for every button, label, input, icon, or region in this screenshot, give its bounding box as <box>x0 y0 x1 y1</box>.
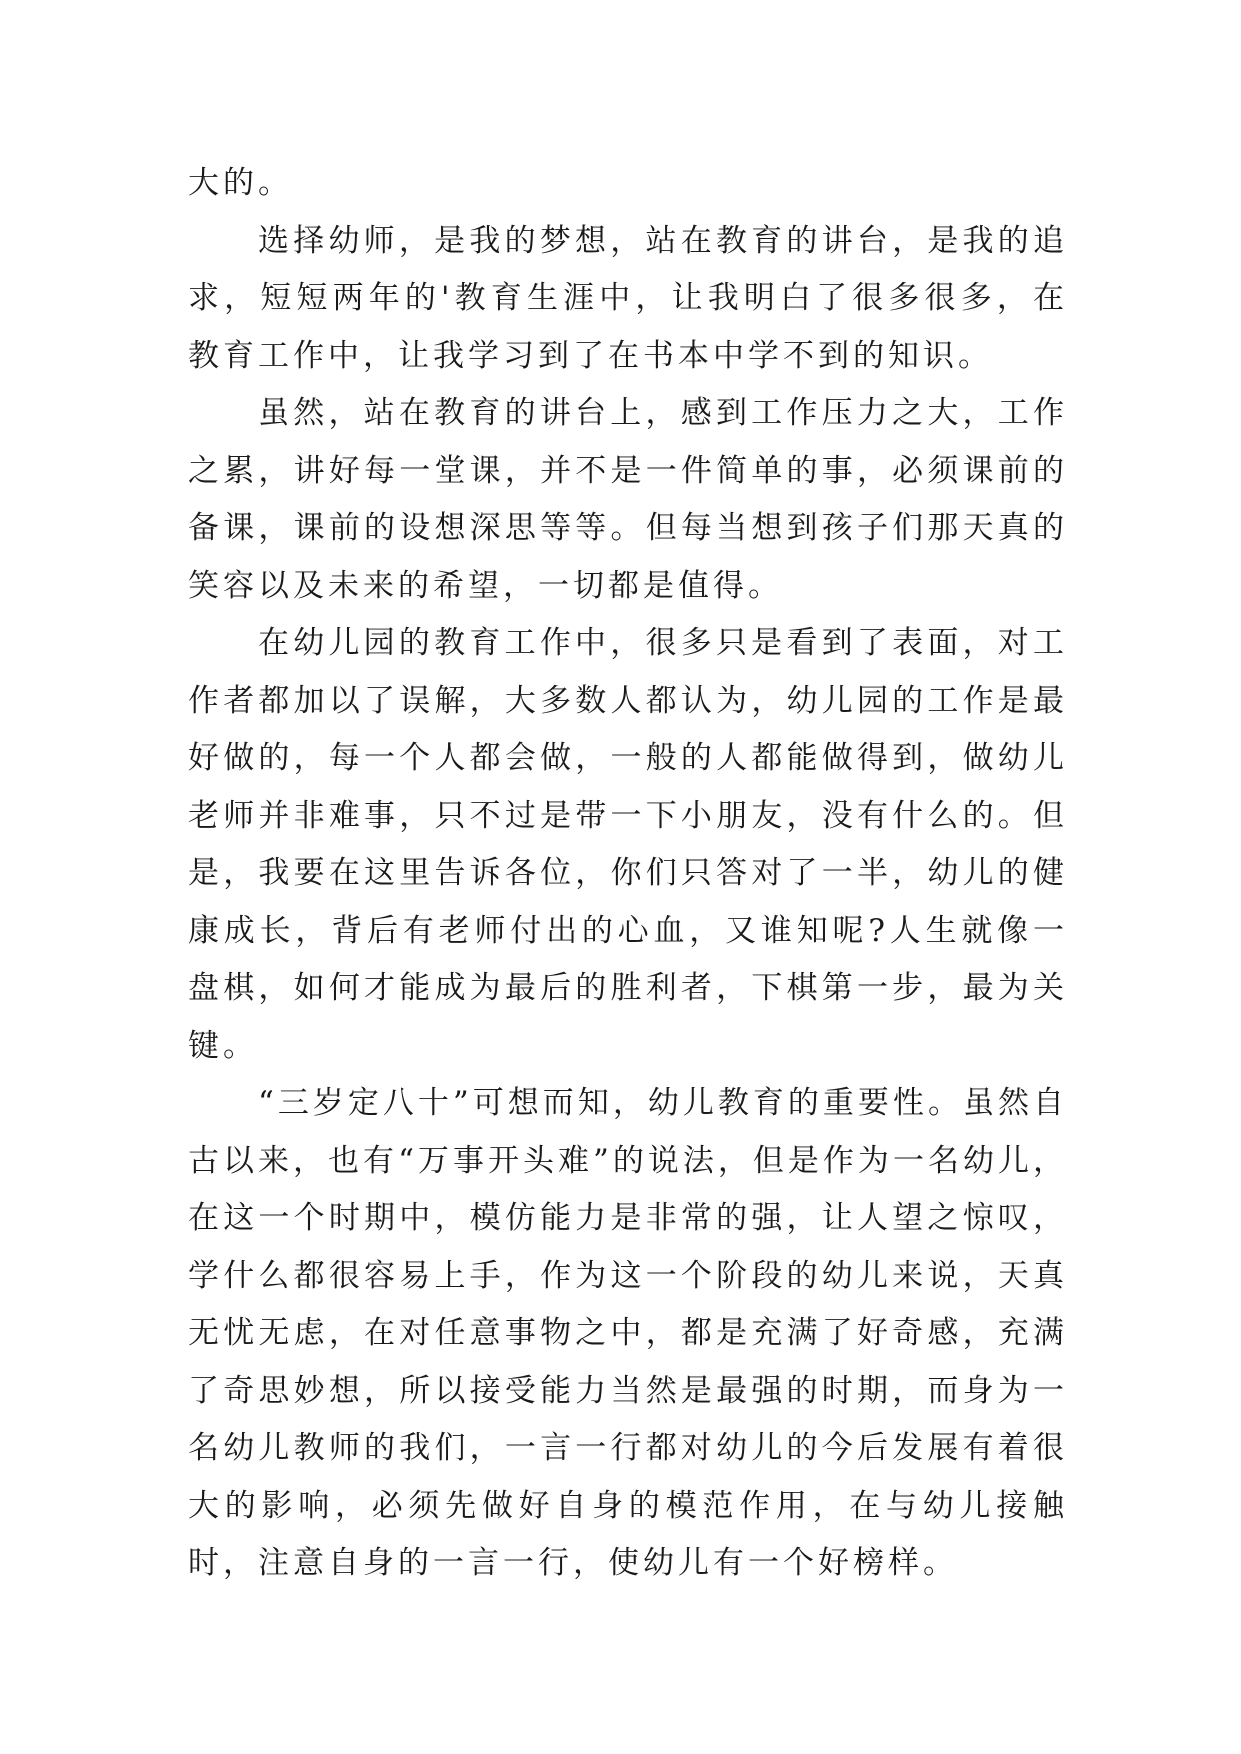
paragraph-continuation: 大的。 <box>188 165 293 201</box>
paragraph-pressure: 虽然，站在教育的讲台上，感到工作压力之大，工作之累，讲好每一堂课，并不是一件简单的事，必须课前的备课，课前的设想深思等等。但每当想到孩子们那天真的笑容以及未来的希望，一切都是值得。 <box>188 395 1068 604</box>
paragraph-dream: 选择幼师，是我的梦想，站在教育的讲台，是我的追求，短短两年的'教育生涯中，让我明白了很多很多，在教育工作中，让我学习到了在书本中学不到的知识。 <box>188 222 1068 374</box>
document-body <box>188 155 1068 1593</box>
paragraph-importance: “三岁定八十”可想而知，幼儿教育的重要性。虽然自古以来，也有“万事开头难”的说法，但是作为一名幼儿，在这一个时期中，模仿能力是非常的强，让人望之惊叹，学什么都很容易上手，作为这一个阶段的幼儿来说，天真无忧无虑，在对任意事物之中，都是充满了好奇感，充满了奇思妙想，所以接受能力当然是最强的时期，而身为一名幼儿教师的我们，一言一行都对幼儿的今后发展有着很大的影响，必须先做好自身的模范作用，在与幼儿接触时，注意自身的一言一行，使幼儿有一个好榜样。 <box>188 1085 1068 1581</box>
paragraph-misunderstanding: 在幼儿园的教育工作中，很多只是看到了表面，对工作者都加以了误解，大多数人都认为，幼儿园的工作是最好做的，每一个人都会做，一般的人都能做得到，做幼儿老师并非难事，只不过是带一下小朋友，没有什么的。但是，我要在这里告诉各位，你们只答对了一半，幼儿的健康成长，背后有老师付出的心血，又谁知呢?人生就像一盘棋，如何才能成为最后的胜利者，下棋第一步，最为关键。 <box>188 625 1068 1064</box>
